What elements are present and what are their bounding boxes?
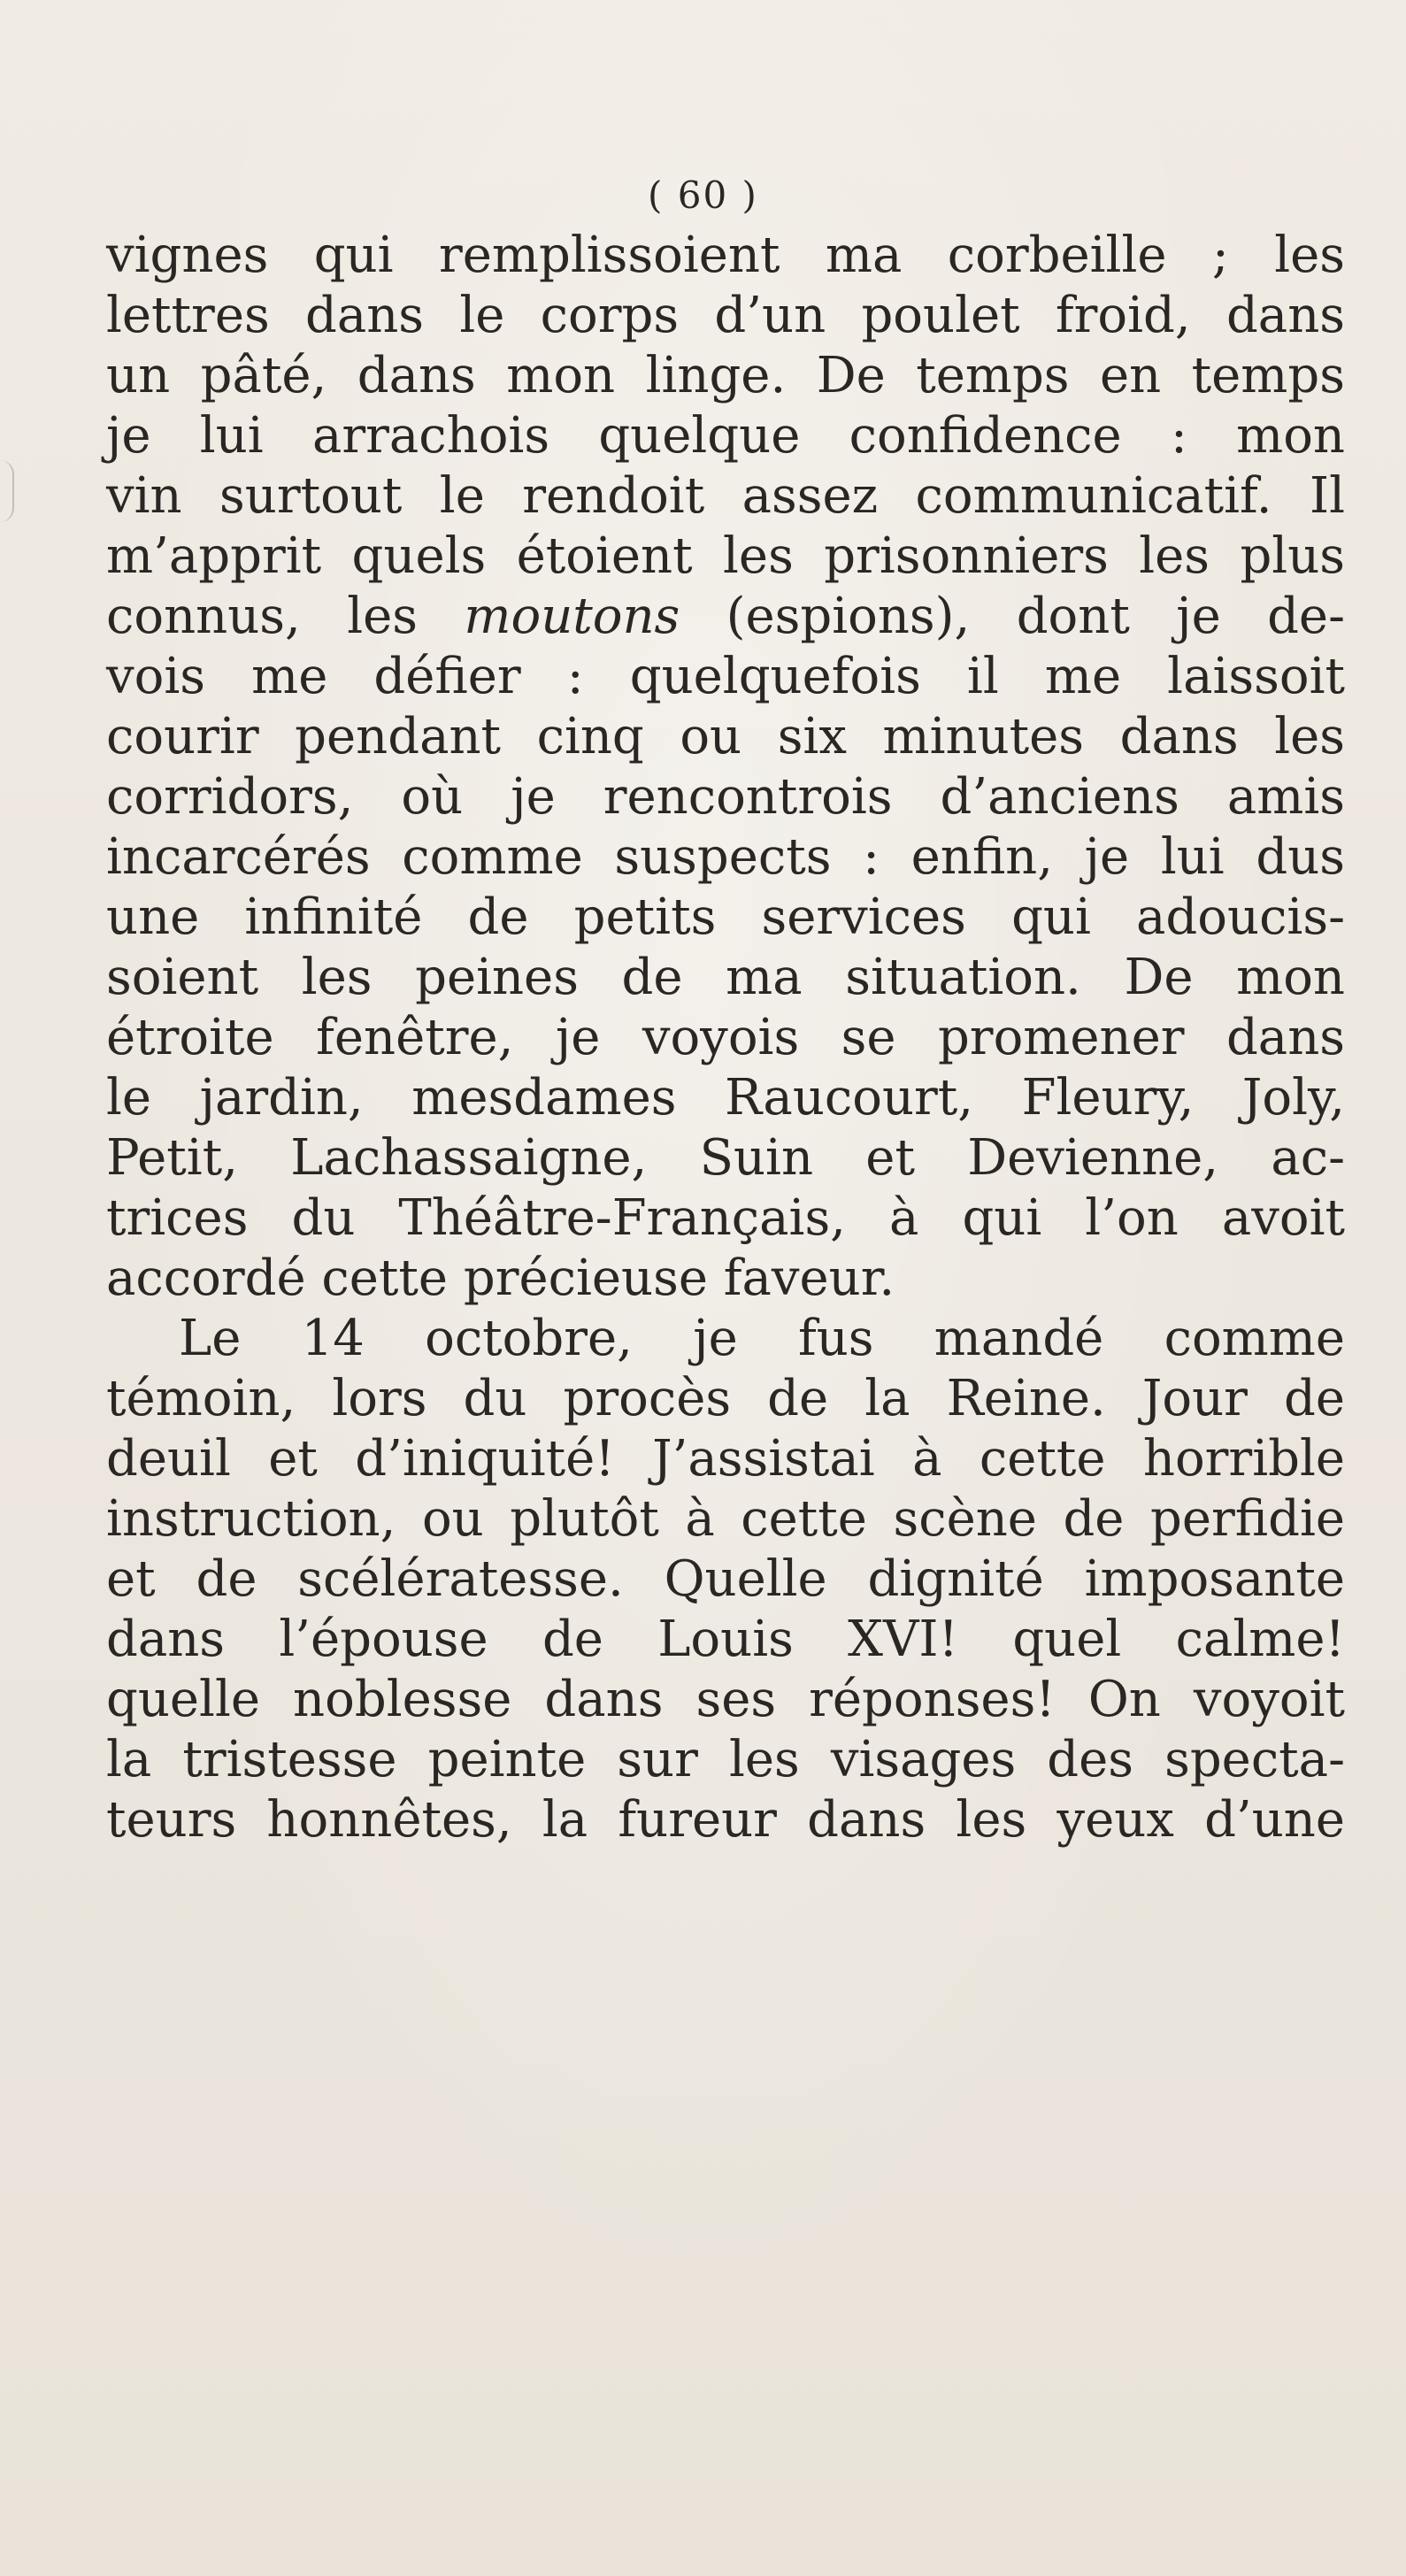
text-line: courir pendant cinq ou six minutes dans les xyxy=(106,708,1345,765)
text-line: soient les peines de ma situation. De mon xyxy=(106,949,1345,1006)
text-line: je lui arrachois quelque confidence : mon xyxy=(106,407,1345,465)
text-segment: (espions), dont je de- xyxy=(680,588,1345,645)
text-line: m’apprit quels étoient les prisonniers les plus xyxy=(106,527,1345,585)
text-line: le jardin, mesdames Raucourt, Fleury, Joly, xyxy=(106,1069,1345,1127)
text-line: quelle noblesse dans ses réponses! On voyoit xyxy=(106,1671,1345,1728)
text-line: une infinité de petits services qui adoucis- xyxy=(106,888,1345,946)
text-line: Petit, Lachassaigne, Suin et Devienne, ac- xyxy=(106,1129,1345,1187)
text-line: instruction, ou plutôt à cette scène de perfidie xyxy=(106,1490,1345,1548)
italic-term: moutons xyxy=(464,588,680,645)
text-line: lettres dans le corps d’un poulet froid, dans xyxy=(106,287,1345,344)
margin-shadow xyxy=(0,460,14,522)
text-line: Le 14 octobre, je fus mandé comme xyxy=(179,1310,1345,1367)
text-line: vois me défier : quelquefois il me laissoit xyxy=(106,648,1345,705)
text-line xyxy=(106,587,1345,647)
text-line: deuil et d’iniquité! J’assistai à cette horrible xyxy=(106,1430,1345,1488)
text-line: vin surtout le rendoit assez communicatif. Il xyxy=(106,467,1345,525)
text-line: incarcérés comme suspects : enfin, je lui dus xyxy=(106,828,1345,886)
text-line: vignes qui remplissoient ma corbeille ; les xyxy=(106,227,1345,284)
text-line: teurs honnêtes, la fureur dans les yeux d’une xyxy=(106,1791,1345,1849)
text-line: témoin, lors du procès de la Reine. Jour de xyxy=(106,1370,1345,1427)
text-line: étroite fenêtre, je voyois se promener dans xyxy=(106,1009,1345,1066)
text-line: et de scélératesse. Quelle dignité imposante xyxy=(106,1550,1345,1608)
text-line: trices du Théâtre-Français, à qui l’on avoit xyxy=(106,1189,1345,1247)
text-segment: connus, les xyxy=(106,588,465,645)
text-line: corridors, où je rencontrois d’anciens amis xyxy=(106,768,1345,826)
text-line: dans l’épouse de Louis XVI! quel calme! xyxy=(106,1611,1345,1668)
page-number: ( 60 ) xyxy=(648,173,758,217)
text-line: la tristesse peinte sur les visages des specta- xyxy=(106,1731,1345,1788)
body-text xyxy=(106,226,1345,1850)
text-line: accordé cette précieuse faveur. xyxy=(106,1250,895,1307)
text-line: un pâté, dans mon linge. De temps en temps xyxy=(106,347,1345,404)
